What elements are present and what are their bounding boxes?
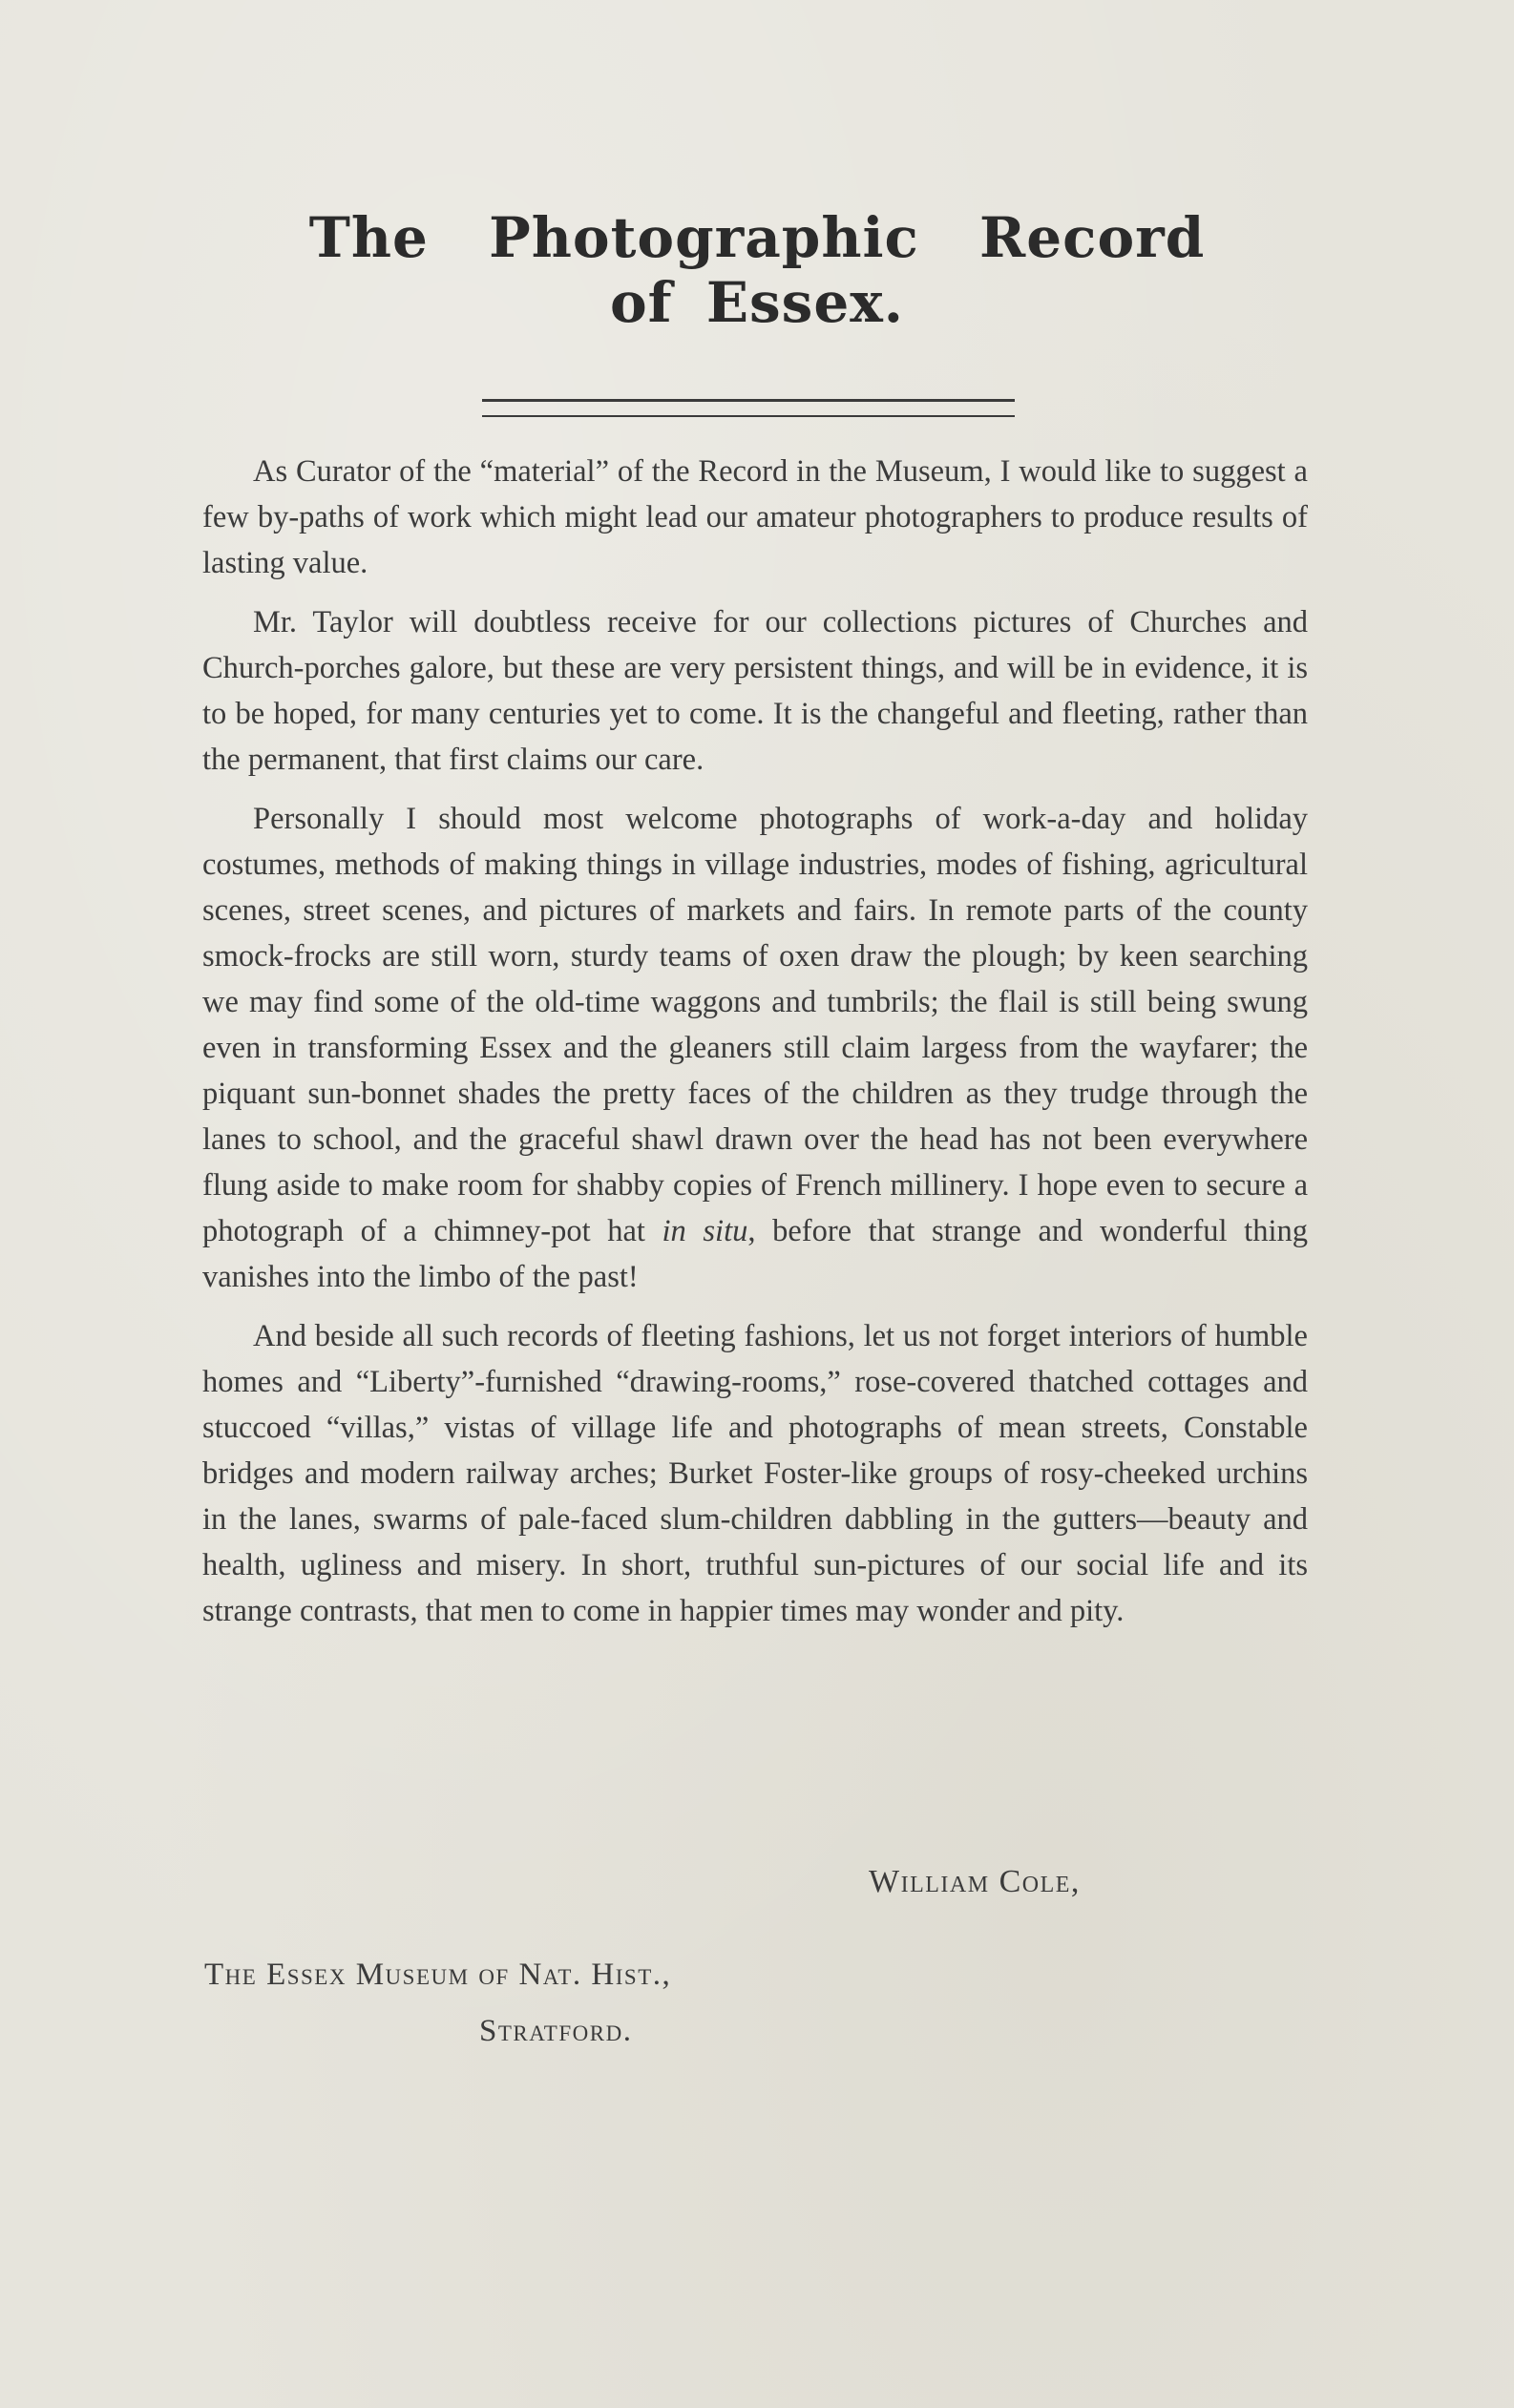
paragraph-3 xyxy=(202,796,1308,1300)
paragraph-3-part-1: Personally I should most welcome photographs of work-a-day and holiday costumes, methods of making things in village industries, modes of fishing, agricultural scenes, street scenes, and pictures of markets and fairs. In remote parts of the county smock-frocks are still worn, sturdy teams of oxen draw the plough; by keen searching we may find some of the old-time waggons and tumbrils; the flail is still being swung even in transforming Essex and the gleaners still claim largess from the wayfarer; the piquant sun-bonnet shades the pretty faces of the children as they trudge through the lanes to school, and the graceful shawl drawn over the head has not been everywhere flung aside to make room for shabby copies of French millinery. I hope even to secure a photograph of a chimney-pot hat xyxy=(202,802,1308,1248)
title-double-rule xyxy=(482,399,1015,417)
title-line-1: The Photographic Record xyxy=(308,205,1206,270)
paragraph-3-italic-phrase: in situ xyxy=(662,1214,748,1248)
document-title xyxy=(191,205,1323,336)
address-line-1: The Essex Museum of Nat. Hist., xyxy=(204,1958,672,1992)
title-line-2: of Essex. xyxy=(609,270,904,336)
paragraph-4: And beside all such records of fleeting fashions, let us not forget interiors of humble homes and “Liberty”-furnished “drawing-rooms,” rose-covered thatched cottages and stuccoed “villas,” vistas of village life and photographs of mean streets, Constable bridges and modern railway arches; Burket Foster-like groups of rosy-cheeked urchins in the lanes, swarms of pale-faced slum-children dabbling in the gutters—beauty and health, ugliness and misery. In short, truthful sun-pictures of our social life and its strange contrasts, that men to come in happier times may wonder and pity. xyxy=(202,1319,1308,1628)
address-line-2: Stratford. xyxy=(479,2014,633,2048)
paragraph-2: Mr. Taylor will doubtless receive for our collections pictures of Churches and Church-porches galore, but these are very persistent things, and will be in evidence, it is to be hoped, for many centuries yet to come. It is the changeful and fleeting, rather than the permanent, that first claims our care. xyxy=(202,605,1308,777)
paragraph-1: As Curator of the “material” of the Record in the Museum, I would like to suggest a few by-paths of work which might lead our amateur photographers to produce results of lasting value. xyxy=(202,454,1308,580)
document-body xyxy=(202,449,1308,1647)
paragraph-3-part-2: , before that strange and wonderful thing vanishes into the limbo of the past! xyxy=(202,1214,1308,1294)
signature: William Cole, xyxy=(869,1864,1081,1899)
